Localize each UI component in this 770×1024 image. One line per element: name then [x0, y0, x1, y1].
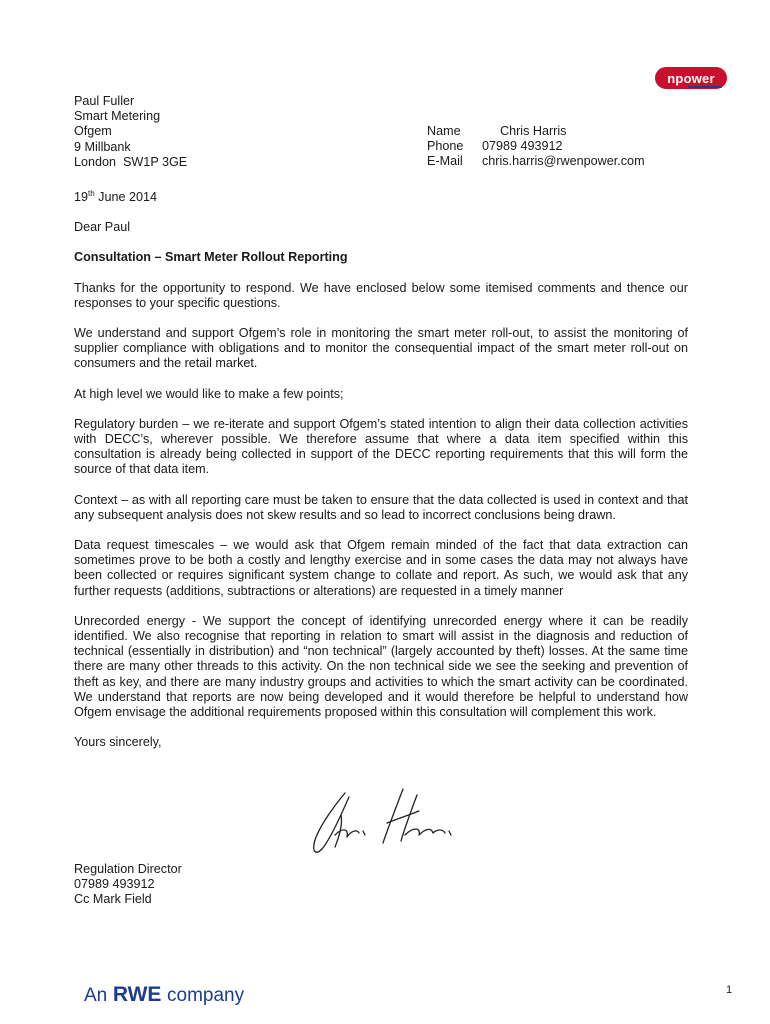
- paragraph-6: Data request timescales – we would ask that Ofgem remain minded of the fact that data extraction can sometimes prove to be both a costly and lengthy exercise and in some cases the data may not always have been collected or requires significant system change to collate and report. As such, we would ask that any further requests (additions, subtractions or alterations) are requested in a timely manner: [74, 538, 688, 598]
- paragraph-2: We understand and support Ofgem’s role in monitoring the smart meter roll-out, to assist the monitoring of supplier compliance with obligations and to monitor the consequential impact of the smart meter roll-out on consumers and the retail market.: [74, 326, 688, 371]
- recipient-address: [74, 94, 187, 170]
- rwe-footer-logo: [84, 983, 244, 1007]
- contact-email-row: [427, 154, 645, 169]
- footer-suffix: company: [167, 985, 245, 1006]
- recipient-street: 9 Millbank: [74, 139, 131, 154]
- paragraph-4: Regulatory burden – we re-iterate and support Ofgem’s stated intention to align their data collection activities with DECC’s, wherever possible. We therefore assume that where a data item specified within this consultation is already being collected in support of the DECC reporting requirements that this will form the source of that data item.: [74, 416, 688, 477]
- contact-phone-row: [427, 139, 645, 154]
- salutation: Dear Paul: [74, 220, 131, 235]
- footer-prefix: An: [84, 985, 108, 1006]
- contact-phone-label: Phone: [427, 139, 464, 154]
- letter-body: [74, 186, 688, 765]
- sender-contact: [427, 124, 645, 170]
- letter-date: [74, 186, 688, 205]
- npower-logo-text: npower: [667, 70, 715, 86]
- contact-email-value: chris.harris@rwenpower.com: [482, 154, 645, 169]
- closing: Yours sincerely,: [74, 735, 162, 750]
- footer-brand: RWE: [112, 983, 162, 1006]
- recipient-name: Paul Fuller: [74, 94, 135, 108]
- cc-line: Cc Mark Field: [74, 892, 152, 907]
- date-rest: June 2014: [94, 190, 158, 204]
- recipient-org: Ofgem: [74, 124, 112, 139]
- npower-logo-swoosh: [688, 86, 722, 88]
- signature-block: [74, 862, 182, 908]
- letter-subject: Consultation – Smart Meter Rollout Reporting: [74, 250, 348, 265]
- handwritten-signature: [305, 785, 460, 860]
- date-day: 19: [74, 190, 89, 204]
- paragraph-3: At high level we would like to make a few points;: [74, 386, 344, 401]
- paragraph-1: Thanks for the opportunity to respond. We have enclosed below some itemised comments and thence our responses to your specific questions.: [74, 280, 688, 310]
- signatory-title: Regulation Director: [74, 862, 182, 876]
- paragraph-7: Unrecorded energy - We support the concept of identifying unrecorded energy where it can be readily identified. We also recognise that reporting in relation to smart will assist in the diagnosis and reduction of technical (essentially in distribution) and “non technical” (largely accounted by theft) losses. At the same time there are many other threads to this activity. On the non technical side we see the seeking and prevention of theft as key, and there are many industry groups and activities to which the smart activity can be coordinated. We understand that reports are now being developed and it would therefore be helpful to understand how Ofgem envisage the additional requirements proposed within this consultation will complement this work.: [74, 613, 688, 720]
- paragraph-5: Context – as with all reporting care must be taken to ensure that the data collected is used in context and that any subsequent analysis does not skew results and so lead to incorrect conclusions being drawn.: [74, 492, 688, 522]
- contact-name-value: Chris Harris: [500, 124, 567, 138]
- contact-email-label: E-Mail: [427, 154, 463, 169]
- date-suffix: th: [88, 189, 95, 198]
- contact-name-row: [427, 124, 645, 139]
- signatory-phone: 07989 493912: [74, 877, 155, 892]
- contact-name-label: Name: [427, 124, 461, 138]
- contact-phone-value: 07989 493912: [482, 139, 563, 154]
- recipient-team: Smart Metering: [74, 109, 161, 124]
- recipient-city: London SW1P 3GE: [74, 154, 188, 169]
- page-number: 1: [726, 984, 733, 996]
